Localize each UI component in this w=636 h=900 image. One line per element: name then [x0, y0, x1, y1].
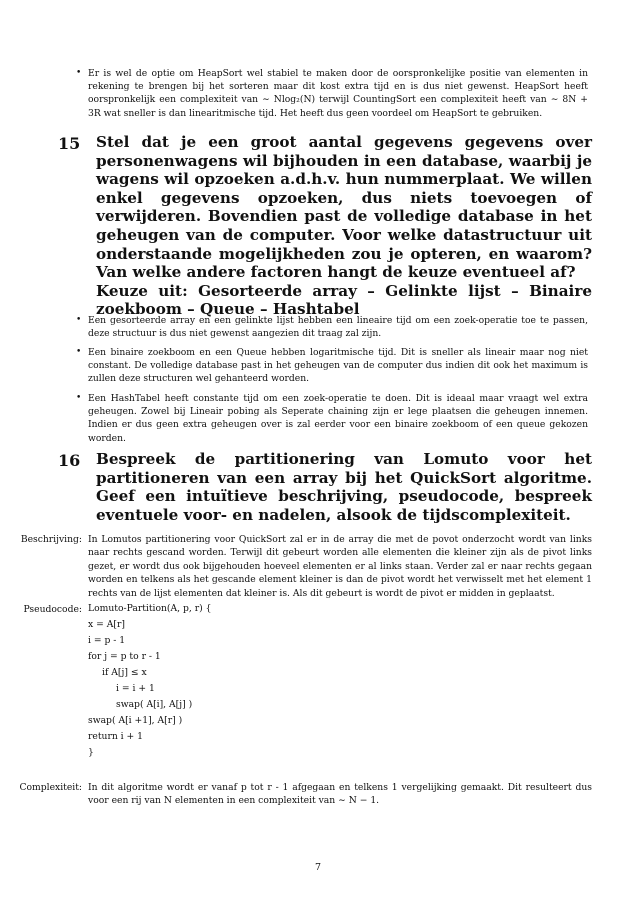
code-line: if A[j] ≤ x	[102, 667, 147, 678]
answer-15-bullet-1-text: Een gesorteerde array en een gelinkte lijst hebben een lineaire tijd om een zoek-operatie toe te passen, deze structuur is dus niet gewenst aangezien dit traag zal zijn.	[88, 315, 588, 340]
answer-15-bullet-1	[76, 314, 588, 340]
page-number: 7	[314, 862, 322, 873]
pseudocode-label: Pseudocode:	[23, 604, 82, 615]
code-line: }	[88, 747, 94, 758]
bullet-dot: •	[76, 68, 82, 78]
code-line: swap( A[i], A[j] )	[116, 699, 193, 710]
bullet-dot: •	[76, 315, 82, 325]
question-16-text: Bespreek de partitionering van Lomuto voor het partitioneren van een array bij het QuickSort algoritme. Geef een intuïtieve beschrijving, pseudocode, bespreek eventuele voor- en nadelen, alsook de tijdscomplexiteit.	[96, 450, 592, 524]
bullet-dot: •	[76, 347, 82, 357]
question-15-text	[96, 133, 592, 319]
heapsort-bullet	[76, 67, 588, 120]
description-text: In Lomutos partitionering voor QuickSort zal er in de array die met de povot onderzocht wordt van links naar rechts gescand worden. Terwijl dit gebeurt worden alle elementen die kleiner zijn als de pivot links gezet, er wordt dus ook bijgehouden hoeveel elementen er al links staan. Verder zal er naar rechts gegaan worden en telkens als het gescande element kleiner is dan de pivot wordt het verwisselt met het element 1 rechts van de lijst elementen dat kleiner is. Als dit gebeurt is wordt de pivot er midden in geplaatst.	[88, 534, 592, 599]
code-line: i = i + 1	[116, 683, 155, 694]
code-line: i = p - 1	[88, 635, 126, 646]
code-line: x = A[r]	[88, 619, 125, 630]
pseudocode-block	[88, 601, 211, 761]
question-15-number: 15	[58, 134, 81, 153]
code-line: return i + 1	[88, 731, 143, 742]
complexity-label: Complexiteit:	[19, 782, 82, 793]
answer-15-bullet-2	[76, 346, 588, 386]
heapsort-bullet-text: Er is wel de optie om HeapSort wel stabiel te maken door de oorspronkelijke positie van elementen in rekening te brengen bij het sorteren maar dit kost extra tijd en is dus niet gewenst. HeapSort heeft oorspronkelijk een complexiteit van ∼ Nlog₂(N) terwijl CountingSort een complexiteit heeft van ∼ 8N + 3R wat sneller is dan linearitmische tijd. Het heeft dus geen voordeel om HeapSort te gebruiken.	[88, 68, 588, 119]
question-15-prompt: Stel dat je een groot aantal gegevens gegevens over personenwagens wil bijhouden in een database, waarbij je wagens wil opzoeken a.d.h.v. hun nummerplaat. We willen enkel gegevens opzoeken, dus niets toevoegen of verwijderen. Bovendien past de volledige database in het geheugen van de computer. Voor welke datastructuur uit onderstaande mogelijkheden zou je opteren, en waarom? Van welke andere factoren hangt de keuze eventueel af?	[96, 133, 592, 282]
answer-15-bullet-2-text: Een binaire zoekboom en een Queue hebben logaritmische tijd. Dit is sneller als lineair maar nog niet constant. De volledige database past in het geheugen van de computer dus indien dit ook het maximum is zullen deze structuren wel gehanteerd worden.	[88, 347, 588, 385]
complexity-text: In dit algoritme wordt er vanaf p tot r - 1 afgegaan en telkens 1 vergelijking gemaakt. Dit resulteert dus voor een rij van N elementen in een complexiteit van ∼ N − 1.	[88, 782, 592, 807]
code-line: for j = p to r - 1	[88, 651, 161, 662]
answer-15-bullet-3-text: Een HashTabel heeft constante tijd om een zoek-operatie te doen. Dit is ideaal maar vraagt wel extra geheugen. Zowel bij Lineair pobing als Seperate chaining zijn er lege plaatsen die geheugen innemen. Indien er dus geen extra geheugen over is zal eerder voor een binaire zoekboom of een queue gekozen worden.	[88, 393, 588, 444]
answer-15-bullet-3	[76, 392, 588, 445]
question-15-choices: Keuze uit: Gesorteerde array – Gelinkte lijst – Binaire zoekboom – Queue – Hashtabel	[96, 281, 592, 319]
bullet-dot: •	[76, 393, 82, 403]
question-16-number: 16	[58, 451, 81, 470]
code-line: swap( A[i +1], A[r] )	[88, 715, 183, 726]
description-label: Beschrijving:	[20, 534, 82, 545]
code-line: Lomuto-Partition(A, p, r) {	[88, 603, 212, 614]
